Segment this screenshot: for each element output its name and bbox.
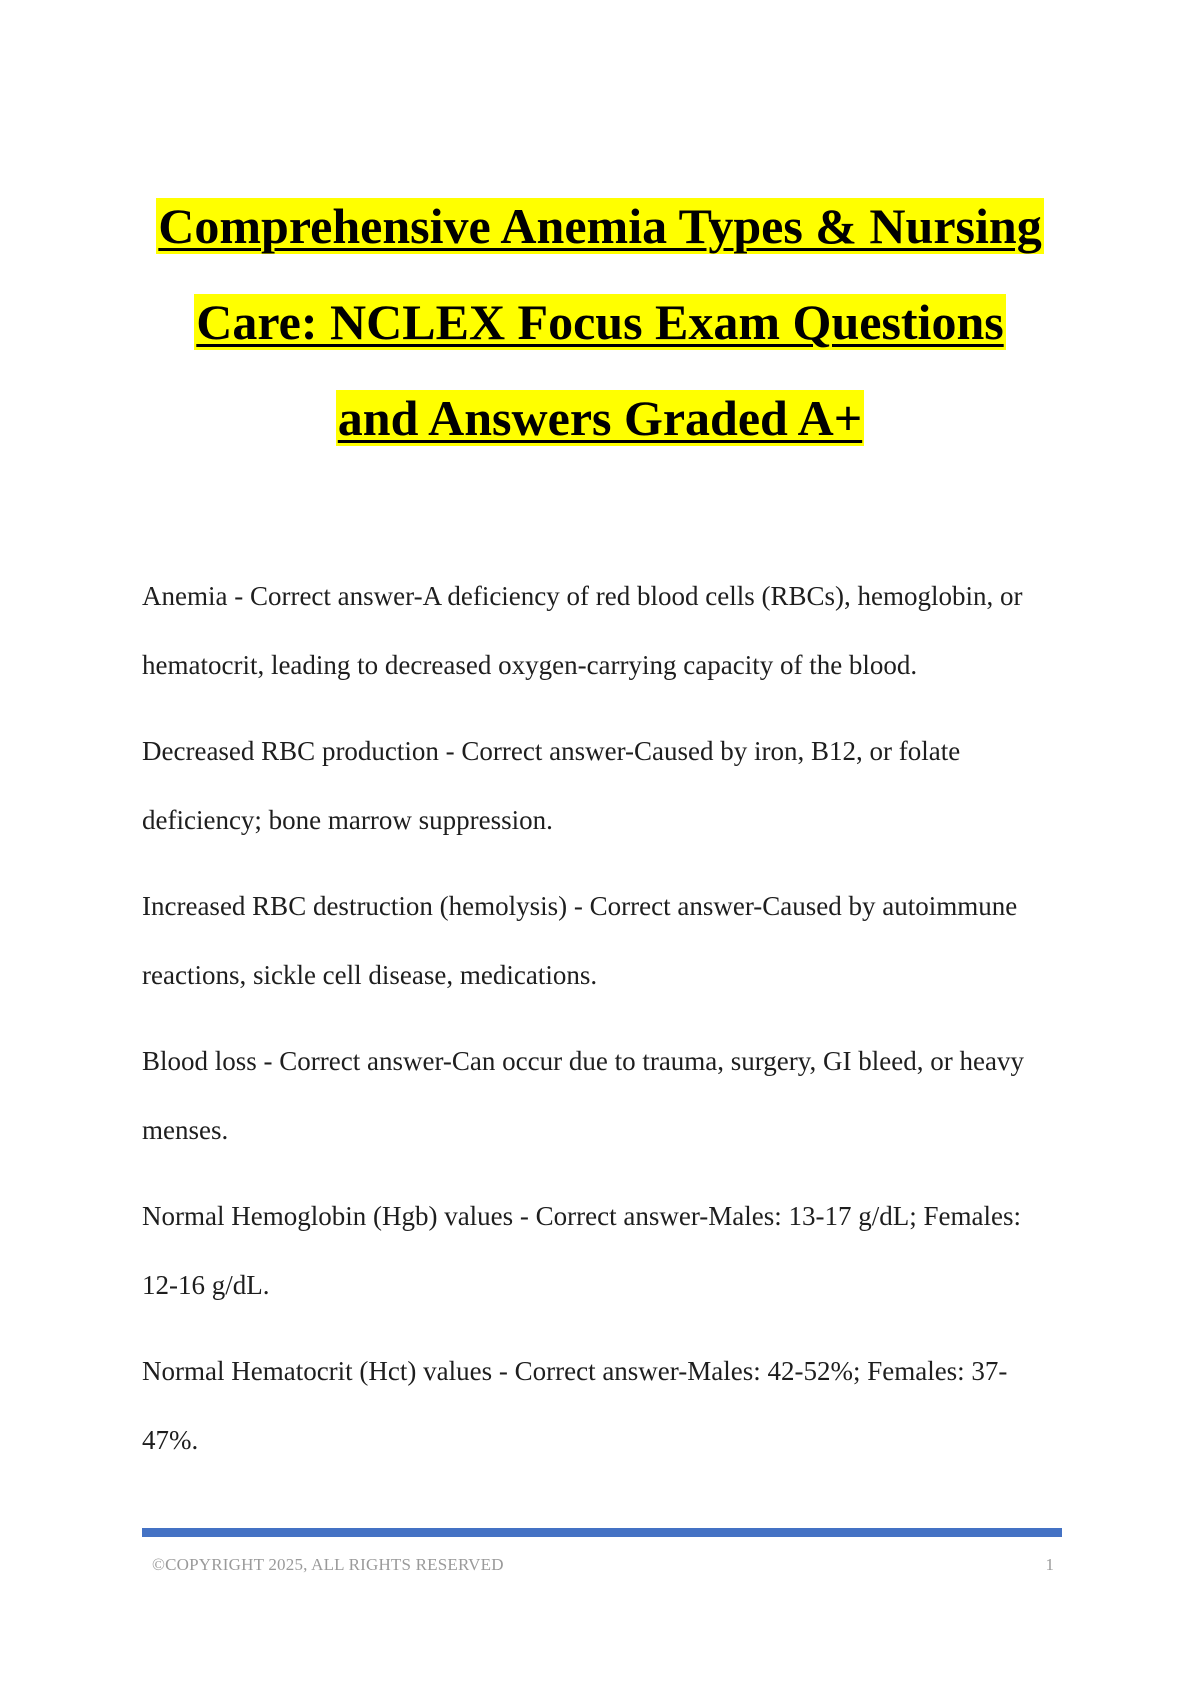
entry-normal-hemoglobin: Normal Hemoglobin (Hgb) values - Correct answer-Males: 13-17 g/dL; Females: 12-16 g/dL.	[142, 1201, 1021, 1300]
footer-divider	[142, 1528, 1062, 1537]
entry-increased-rbc-destruction: Increased RBC destruction (hemolysis) - Correct answer-Caused by autoimmune reactions, sickle cell disease, medications.	[142, 891, 1018, 990]
footer-copyright: ©COPYRIGHT 2025, ALL RIGHTS RESERVED	[152, 1555, 504, 1574]
entry-blood-loss: Blood loss - Correct answer-Can occur due to trauma, surgery, GI bleed, or heavy menses.	[142, 1046, 1024, 1145]
page-number: 1	[1045, 1555, 1054, 1574]
entry-decreased-rbc-production: Decreased RBC production - Correct answer-Caused by iron, B12, or folate deficiency; bone marrow suppression.	[142, 736, 961, 835]
title-line-3: and Answers Graded A+	[337, 390, 863, 446]
document-body	[142, 562, 1062, 1492]
entry-anemia: Anemia - Correct answer-A deficiency of red blood cells (RBCs), hemoglobin, or hematocrit, leading to decreased oxygen-carrying capacity of the blood.	[142, 581, 1023, 680]
entry-normal-hematocrit: Normal Hematocrit (Hct) values - Correct answer-Males: 42-52%; Females: 37-47%.	[142, 1356, 1008, 1455]
title-line-1: Comprehensive Anemia Types & Nursing	[158, 198, 1042, 254]
title-line-2: Care: NCLEX Focus Exam Questions	[196, 294, 1004, 350]
document-title	[100, 178, 1100, 466]
